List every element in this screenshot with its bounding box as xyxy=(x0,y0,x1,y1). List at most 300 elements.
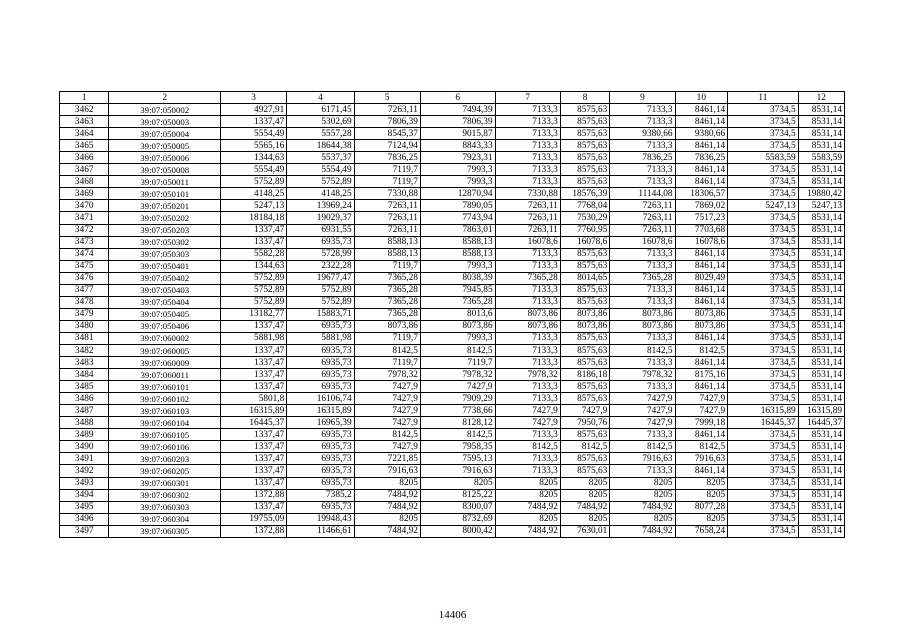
value-cell: 8205 xyxy=(675,489,728,501)
value-cell: 7869,02 xyxy=(675,200,728,212)
value-cell: 6935,73 xyxy=(287,477,354,489)
value-cell: 8073,86 xyxy=(354,320,420,332)
value-cell: 3734,5 xyxy=(728,501,799,513)
cadastral-number-cell: 39:07:060009 xyxy=(109,357,221,369)
value-cell: 8531,14 xyxy=(798,248,844,260)
cadastral-number-cell: 39:07:060002 xyxy=(109,332,221,344)
value-cell: 7978,32 xyxy=(420,369,495,381)
cadastral-number-cell: 39:07:050406 xyxy=(109,320,221,332)
value-cell: 8575,63 xyxy=(560,429,609,441)
value-cell: 7133,3 xyxy=(495,176,560,188)
value-cell: 8205 xyxy=(610,477,675,489)
table-row xyxy=(60,272,845,284)
value-cell: 8461,14 xyxy=(675,357,728,369)
value-cell: 5583,59 xyxy=(728,152,799,164)
value-cell: 7133,3 xyxy=(495,344,560,356)
value-cell: 8531,14 xyxy=(798,477,844,489)
value-cell: 8461,14 xyxy=(675,140,728,152)
value-cell: 6935,73 xyxy=(287,501,354,513)
row-number-cell: 3480 xyxy=(60,320,109,332)
cadastral-number-cell: 39:07:060301 xyxy=(109,477,221,489)
cadastral-number-cell: 39:07:060203 xyxy=(109,453,221,465)
value-cell: 8205 xyxy=(420,477,495,489)
value-cell: 7993,3 xyxy=(420,176,495,188)
cadastral-number-cell: 39:07:050101 xyxy=(109,188,221,200)
value-cell: 7768,04 xyxy=(560,200,609,212)
value-cell: 8575,63 xyxy=(560,140,609,152)
value-cell: 3734,5 xyxy=(728,140,799,152)
value-cell: 5881,98 xyxy=(220,332,286,344)
value-cell: 1344,63 xyxy=(220,152,286,164)
value-cell: 16078,6 xyxy=(610,236,675,248)
value-cell: 8142,5 xyxy=(495,441,560,453)
page-number: 14406 xyxy=(438,609,467,621)
value-cell: 6931,55 xyxy=(287,224,354,236)
value-cell: 5554,49 xyxy=(220,164,286,176)
value-cell: 7427,9 xyxy=(354,405,420,417)
value-cell: 8588,13 xyxy=(354,248,420,260)
value-cell: 7484,92 xyxy=(354,489,420,501)
value-cell: 8077,28 xyxy=(675,501,728,513)
value-cell: 8531,14 xyxy=(798,369,844,381)
value-cell: 3734,5 xyxy=(728,272,799,284)
value-cell: 8073,86 xyxy=(560,320,609,332)
row-number-cell: 3477 xyxy=(60,284,109,296)
value-cell: 5247,13 xyxy=(220,200,286,212)
value-cell: 7119,7 xyxy=(354,332,420,344)
value-cell: 6935,73 xyxy=(287,453,354,465)
column-header: 2 xyxy=(109,92,221,104)
value-cell: 8575,63 xyxy=(560,344,609,356)
row-number-cell: 3478 xyxy=(60,296,109,308)
value-cell: 18184,18 xyxy=(220,212,286,224)
cadastral-number-cell: 39:07:050405 xyxy=(109,308,221,320)
cadastral-number-cell: 39:07:060302 xyxy=(109,489,221,501)
value-cell: 8205 xyxy=(354,477,420,489)
cadastral-number-cell: 39:07:060304 xyxy=(109,513,221,525)
value-cell: 1337,47 xyxy=(220,344,286,356)
cadastral-number-cell: 39:07:060105 xyxy=(109,429,221,441)
value-cell: 8073,86 xyxy=(495,320,560,332)
value-cell: 7916,63 xyxy=(354,465,420,477)
value-cell: 7365,28 xyxy=(420,296,495,308)
value-cell: 3734,5 xyxy=(728,128,799,140)
value-cell: 7806,39 xyxy=(354,116,420,128)
value-cell: 3734,5 xyxy=(728,248,799,260)
value-cell: 8575,63 xyxy=(560,357,609,369)
value-cell: 7263,11 xyxy=(354,224,420,236)
value-cell: 8531,14 xyxy=(798,176,844,188)
value-cell: 8575,63 xyxy=(560,164,609,176)
value-cell: 13182,77 xyxy=(220,308,286,320)
value-cell: 8575,63 xyxy=(560,296,609,308)
table-row xyxy=(60,489,845,501)
table-row xyxy=(60,453,845,465)
value-cell: 1337,47 xyxy=(220,465,286,477)
row-number-cell: 3464 xyxy=(60,128,109,140)
value-cell: 7133,3 xyxy=(495,140,560,152)
cadastral-value-table xyxy=(59,91,845,538)
row-number-cell: 3491 xyxy=(60,453,109,465)
value-cell: 8461,14 xyxy=(675,164,728,176)
value-cell: 9015,87 xyxy=(420,128,495,140)
value-cell: 1337,47 xyxy=(220,441,286,453)
value-cell: 7263,11 xyxy=(610,200,675,212)
value-cell: 8531,14 xyxy=(798,453,844,465)
row-number-cell: 3469 xyxy=(60,188,109,200)
value-cell: 8575,63 xyxy=(560,453,609,465)
value-cell: 7365,28 xyxy=(354,296,420,308)
value-cell: 6171,45 xyxy=(287,104,354,116)
value-cell: 8531,14 xyxy=(798,128,844,140)
cadastral-number-cell: 39:07:060106 xyxy=(109,441,221,453)
row-number-cell: 3462 xyxy=(60,104,109,116)
table-row xyxy=(60,369,845,381)
row-number-cell: 3465 xyxy=(60,140,109,152)
value-cell: 7133,3 xyxy=(610,357,675,369)
value-cell: 8531,14 xyxy=(798,116,844,128)
cadastral-number-cell: 39:07:050402 xyxy=(109,272,221,284)
value-cell: 7133,3 xyxy=(610,260,675,272)
value-cell: 7494,39 xyxy=(420,104,495,116)
table-row xyxy=(60,140,845,152)
value-cell: 7365,28 xyxy=(610,272,675,284)
value-cell: 8073,86 xyxy=(420,320,495,332)
value-cell: 7993,3 xyxy=(420,332,495,344)
value-cell: 4148,25 xyxy=(220,188,286,200)
value-cell: 19880,42 xyxy=(798,188,844,200)
cadastral-number-cell: 39:07:050003 xyxy=(109,116,221,128)
value-cell: 3734,5 xyxy=(728,236,799,248)
value-cell: 7530,29 xyxy=(560,212,609,224)
value-cell: 7760,95 xyxy=(560,224,609,236)
value-cell: 3734,5 xyxy=(728,465,799,477)
value-cell: 8531,14 xyxy=(798,501,844,513)
value-cell: 8531,14 xyxy=(798,308,844,320)
value-cell: 8142,5 xyxy=(610,441,675,453)
value-cell: 7517,23 xyxy=(675,212,728,224)
value-cell: 3734,5 xyxy=(728,104,799,116)
value-cell: 7133,3 xyxy=(495,296,560,308)
value-cell: 7427,9 xyxy=(495,417,560,429)
value-cell: 6935,73 xyxy=(287,344,354,356)
column-header: 10 xyxy=(675,92,728,104)
value-cell: 7836,25 xyxy=(610,152,675,164)
value-cell: 6935,73 xyxy=(287,381,354,393)
value-cell: 3734,5 xyxy=(728,441,799,453)
value-cell: 8531,14 xyxy=(798,344,844,356)
value-cell: 5247,13 xyxy=(728,200,799,212)
value-cell: 4148,25 xyxy=(287,188,354,200)
table-row xyxy=(60,357,845,369)
value-cell: 3734,5 xyxy=(728,260,799,272)
value-cell: 8205 xyxy=(560,489,609,501)
value-cell: 7263,11 xyxy=(354,200,420,212)
value-cell: 5582,28 xyxy=(220,248,286,260)
value-cell: 7427,9 xyxy=(560,405,609,417)
row-number-cell: 3474 xyxy=(60,248,109,260)
value-cell: 1337,47 xyxy=(220,477,286,489)
value-cell: 13969,24 xyxy=(287,200,354,212)
value-cell: 3734,5 xyxy=(728,332,799,344)
value-cell: 8531,14 xyxy=(798,236,844,248)
value-cell: 8142,5 xyxy=(675,441,728,453)
value-cell: 8575,63 xyxy=(560,176,609,188)
value-cell: 16078,6 xyxy=(675,236,728,248)
value-cell: 7263,11 xyxy=(610,224,675,236)
row-number-cell: 3485 xyxy=(60,381,109,393)
value-cell: 7427,9 xyxy=(675,393,728,405)
value-cell: 7263,11 xyxy=(354,104,420,116)
value-cell: 7836,25 xyxy=(675,152,728,164)
value-cell: 8073,86 xyxy=(675,320,728,332)
value-cell: 8142,5 xyxy=(560,441,609,453)
value-cell: 8531,14 xyxy=(798,296,844,308)
value-cell: 8843,33 xyxy=(420,140,495,152)
value-cell: 7133,3 xyxy=(495,152,560,164)
value-cell: 8531,14 xyxy=(798,224,844,236)
value-cell: 16315,89 xyxy=(220,405,286,417)
value-cell: 7385,2 xyxy=(287,489,354,501)
value-cell: 5752,89 xyxy=(287,284,354,296)
value-cell: 7330,88 xyxy=(354,188,420,200)
value-cell: 5247,13 xyxy=(798,200,844,212)
table-row xyxy=(60,128,845,140)
table-row xyxy=(60,260,845,272)
value-cell: 6935,73 xyxy=(287,369,354,381)
cadastral-number-cell: 39:07:050011 xyxy=(109,176,221,188)
value-cell: 7133,3 xyxy=(610,140,675,152)
value-cell: 7743,94 xyxy=(420,212,495,224)
row-number-cell: 3472 xyxy=(60,224,109,236)
value-cell: 7133,3 xyxy=(495,104,560,116)
value-cell: 8205 xyxy=(354,513,420,525)
value-cell: 8531,14 xyxy=(798,381,844,393)
value-cell: 5565,16 xyxy=(220,140,286,152)
value-cell: 7427,9 xyxy=(495,405,560,417)
value-cell: 1344,63 xyxy=(220,260,286,272)
value-cell: 8575,63 xyxy=(560,465,609,477)
value-cell: 8531,14 xyxy=(798,284,844,296)
row-number-cell: 3489 xyxy=(60,429,109,441)
value-cell: 8531,14 xyxy=(798,104,844,116)
row-number-cell: 3493 xyxy=(60,477,109,489)
row-number-cell: 3470 xyxy=(60,200,109,212)
value-cell: 8531,14 xyxy=(798,441,844,453)
value-cell: 7133,3 xyxy=(610,465,675,477)
table-row xyxy=(60,188,845,200)
row-number-cell: 3466 xyxy=(60,152,109,164)
value-cell: 7133,3 xyxy=(495,393,560,405)
value-cell: 5752,89 xyxy=(220,296,286,308)
value-cell: 8588,13 xyxy=(354,236,420,248)
value-cell: 3734,5 xyxy=(728,489,799,501)
value-cell: 7133,3 xyxy=(610,248,675,260)
value-cell: 1337,47 xyxy=(220,224,286,236)
value-cell: 5557,28 xyxy=(287,128,354,140)
value-cell: 8461,14 xyxy=(675,332,728,344)
value-cell: 19755,09 xyxy=(220,513,286,525)
value-cell: 7427,9 xyxy=(610,393,675,405)
cadastral-number-cell: 39:07:060102 xyxy=(109,393,221,405)
row-number-cell: 3483 xyxy=(60,357,109,369)
value-cell: 9380,66 xyxy=(610,128,675,140)
value-cell: 2322,28 xyxy=(287,260,354,272)
value-cell: 8205 xyxy=(675,513,728,525)
value-cell: 7484,92 xyxy=(560,501,609,513)
value-cell: 16078,6 xyxy=(495,236,560,248)
value-cell: 7365,28 xyxy=(354,284,420,296)
value-cell: 8073,86 xyxy=(560,308,609,320)
value-cell: 7133,3 xyxy=(610,284,675,296)
value-cell: 8128,12 xyxy=(420,417,495,429)
cadastral-number-cell: 39:07:050201 xyxy=(109,200,221,212)
value-cell: 19029,37 xyxy=(287,212,354,224)
cadastral-number-cell: 39:07:050004 xyxy=(109,128,221,140)
value-cell: 7119,7 xyxy=(354,164,420,176)
value-cell: 5752,89 xyxy=(220,176,286,188)
value-cell: 7978,32 xyxy=(610,369,675,381)
value-cell: 8531,14 xyxy=(798,393,844,405)
cadastral-number-cell: 39:07:050404 xyxy=(109,296,221,308)
value-cell: 16445,37 xyxy=(728,417,799,429)
row-number-cell: 3494 xyxy=(60,489,109,501)
value-cell: 8531,14 xyxy=(798,357,844,369)
column-header: 3 xyxy=(220,92,286,104)
value-cell: 1337,47 xyxy=(220,429,286,441)
value-cell: 6935,73 xyxy=(287,236,354,248)
value-cell: 7484,92 xyxy=(495,501,560,513)
value-cell: 8014,65 xyxy=(560,272,609,284)
value-cell: 15883,71 xyxy=(287,308,354,320)
table-header-row xyxy=(60,92,845,104)
value-cell: 1372,88 xyxy=(220,489,286,501)
cadastral-number-cell: 39:07:060005 xyxy=(109,344,221,356)
value-cell: 3734,5 xyxy=(728,224,799,236)
value-cell: 8142,5 xyxy=(354,429,420,441)
value-cell: 7427,9 xyxy=(354,381,420,393)
table-row xyxy=(60,441,845,453)
value-cell: 9380,66 xyxy=(675,128,728,140)
value-cell: 5752,89 xyxy=(287,296,354,308)
value-cell: 8038,39 xyxy=(420,272,495,284)
table-row xyxy=(60,212,845,224)
value-cell: 12870,94 xyxy=(420,188,495,200)
column-header: 6 xyxy=(420,92,495,104)
value-cell: 7263,11 xyxy=(495,212,560,224)
value-cell: 8013,6 xyxy=(420,308,495,320)
value-cell: 8575,63 xyxy=(560,116,609,128)
value-cell: 5583,59 xyxy=(798,152,844,164)
value-cell: 7330,88 xyxy=(495,188,560,200)
value-cell: 3734,5 xyxy=(728,176,799,188)
value-cell: 7133,3 xyxy=(495,284,560,296)
value-cell: 8531,14 xyxy=(798,272,844,284)
value-cell: 8575,63 xyxy=(560,284,609,296)
value-cell: 8575,63 xyxy=(560,393,609,405)
value-cell: 8205 xyxy=(675,477,728,489)
value-cell: 7263,11 xyxy=(495,224,560,236)
table-row xyxy=(60,381,845,393)
value-cell: 8575,63 xyxy=(560,248,609,260)
value-cell: 8461,14 xyxy=(675,260,728,272)
value-cell: 7427,9 xyxy=(675,405,728,417)
value-cell: 8205 xyxy=(610,513,675,525)
value-cell: 8531,14 xyxy=(798,164,844,176)
value-cell: 5728,99 xyxy=(287,248,354,260)
value-cell: 7133,3 xyxy=(495,357,560,369)
value-cell: 7916,63 xyxy=(675,453,728,465)
value-cell: 11466,61 xyxy=(287,525,354,537)
value-cell: 5302,69 xyxy=(287,116,354,128)
value-cell: 1337,47 xyxy=(220,369,286,381)
table-row xyxy=(60,525,845,537)
row-number-cell: 3463 xyxy=(60,116,109,128)
value-cell: 5752,89 xyxy=(220,284,286,296)
value-cell: 7738,66 xyxy=(420,405,495,417)
cadastral-number-cell: 39:07:050202 xyxy=(109,212,221,224)
row-number-cell: 3468 xyxy=(60,176,109,188)
value-cell: 7133,3 xyxy=(610,104,675,116)
value-cell: 7119,7 xyxy=(354,260,420,272)
value-cell: 7133,3 xyxy=(495,332,560,344)
value-cell: 1337,47 xyxy=(220,501,286,513)
value-cell: 7133,3 xyxy=(495,453,560,465)
value-cell: 7119,7 xyxy=(354,176,420,188)
value-cell: 8461,14 xyxy=(675,248,728,260)
value-cell: 7595,13 xyxy=(420,453,495,465)
value-cell: 1337,47 xyxy=(220,381,286,393)
value-cell: 7133,3 xyxy=(610,332,675,344)
value-cell: 7484,92 xyxy=(354,501,420,513)
table-row xyxy=(60,465,845,477)
value-cell: 3734,5 xyxy=(728,164,799,176)
value-cell: 8461,14 xyxy=(675,381,728,393)
value-cell: 8142,5 xyxy=(675,344,728,356)
row-number-cell: 3473 xyxy=(60,236,109,248)
value-cell: 8588,13 xyxy=(420,248,495,260)
value-cell: 8575,63 xyxy=(560,332,609,344)
value-cell: 7124,94 xyxy=(354,140,420,152)
value-cell: 8073,86 xyxy=(610,320,675,332)
value-cell: 7484,92 xyxy=(610,501,675,513)
value-cell: 16445,37 xyxy=(798,417,844,429)
value-cell: 8531,14 xyxy=(798,332,844,344)
value-cell: 8588,13 xyxy=(420,236,495,248)
value-cell: 5752,89 xyxy=(287,176,354,188)
table-row xyxy=(60,248,845,260)
value-cell: 8531,14 xyxy=(798,429,844,441)
value-cell: 7133,3 xyxy=(610,116,675,128)
cadastral-number-cell: 39:07:050203 xyxy=(109,224,221,236)
value-cell: 7263,11 xyxy=(354,212,420,224)
value-cell: 5554,49 xyxy=(287,164,354,176)
value-cell: 19677,47 xyxy=(287,272,354,284)
value-cell: 7950,76 xyxy=(560,417,609,429)
value-cell: 7133,3 xyxy=(610,176,675,188)
value-cell: 8142,5 xyxy=(420,429,495,441)
row-number-cell: 3487 xyxy=(60,405,109,417)
value-cell: 3734,5 xyxy=(728,525,799,537)
table-row xyxy=(60,477,845,489)
value-cell: 7909,29 xyxy=(420,393,495,405)
value-cell: 3734,5 xyxy=(728,308,799,320)
value-cell: 8461,14 xyxy=(675,176,728,188)
value-cell: 7221,85 xyxy=(354,453,420,465)
value-cell: 8545,37 xyxy=(354,128,420,140)
value-cell: 3734,5 xyxy=(728,188,799,200)
value-cell: 8073,86 xyxy=(610,308,675,320)
